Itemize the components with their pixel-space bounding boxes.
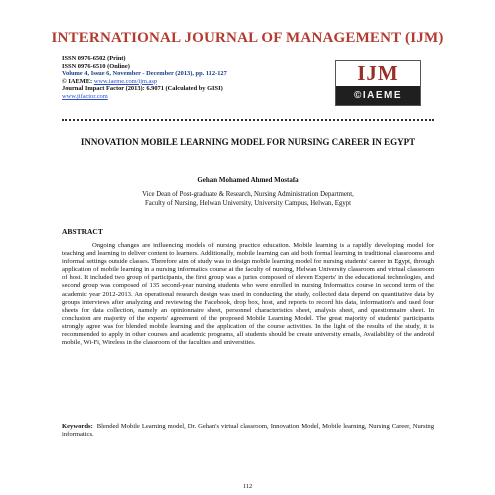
journal-header-info: [62, 55, 322, 101]
issue-info: Volume 4, Issue 6, November - December (2013), pp. 112-127: [62, 70, 227, 78]
journal-title: INTERNATIONAL JOURNAL OF MANAGEMENT (IJM): [51, 30, 444, 46]
page-number: 112: [242, 483, 253, 490]
ijm-logo: [335, 60, 421, 106]
author-name: Gehan Mohamed Ahmed Mostafa: [197, 176, 299, 184]
abstract-body: Ongoing changes are influencing models of nursing practice education. Mobile learning is a rapidly developing model for teaching and learning to deliver content to learners. Additionally, mobile learning can aid both formal learning in traditional classrooms and informal settings outside classes. Therefore aim of study was to design mobile learning model for nursing students' career in Egypt, through application of mobile learning in a nursing informatics course at the faculty of nursing, Helwan University classroom and virtual classroom of host. It included two group of participants, the first group was a juries composed of eleven Experts' in the educational technologies, and second group was composed of 135 second-year nursing students who were enrolled in nursing Informatics course in second term of the academic year 2012-2013. An operational research design was used in conducting the study, collected data depend on quantitative data by groups interviews after analyzing and reviewing the Facebook, drop box, host, and reports to record his data, information's and used four sheets for data collection, namely an opinionnaire sheet, personnel characteristics sheet, analysis sheet, and questionnaire sheet. In conclusion are majority of the experts' agreement of the proposed Mobile Learning Model. The great majority of students' participants strongly agree was for blended mobile learning and the application of the course activities. In the light of the results of the study, it is recommended to apply in other courses and academic programs, all students should be create university emails, Availability of the android mobile, Wi-Fi, Wireless in the classroom of the faculties and universities.: [62, 242, 434, 347]
paper-title: INNOVATION MOBILE LEARNING MODEL FOR NURSING CAREER IN EGYPT: [80, 137, 416, 147]
abstract-heading: ABSTRACT: [62, 227, 103, 236]
iaeme-link[interactable]: www.iaeme.com/ijm.asp: [93, 77, 158, 85]
issn-print: ISSN 0976-6502 (Print): [62, 55, 126, 62]
author-affiliation: [62, 190, 434, 208]
iaeme-logo-text: ©IAEME: [336, 86, 420, 105]
issn-online: ISSN 0976-6510 (Online): [62, 62, 130, 70]
iaeme-line: [62, 78, 322, 86]
impact-factor: Journal Impact Factor (2013): 6.9071 (Calculated by GISI): [62, 85, 223, 93]
affiliation-line-2: Faculty of Nursing, Helwan University, University Campus, Helwan, Egypt: [144, 200, 352, 207]
jifactor-link[interactable]: www.jifactor.com: [62, 92, 108, 100]
keywords-text: Blended Mobile Learning model, Dr. Gehan's virtual classroom, Innovation Model, Mobile learning, Nursing Career, Nursing informatics.: [62, 423, 434, 439]
keywords-label: Keywords:: [62, 423, 93, 430]
iaeme-label: © IAEME:: [62, 77, 94, 85]
ijm-logo-text: IJM: [336, 61, 420, 86]
keywords: [62, 423, 434, 439]
header-divider: [62, 119, 434, 121]
affiliation-line-1: Vice Dean of Post-graduate & Research, Nursing Administration Department,: [142, 191, 354, 198]
